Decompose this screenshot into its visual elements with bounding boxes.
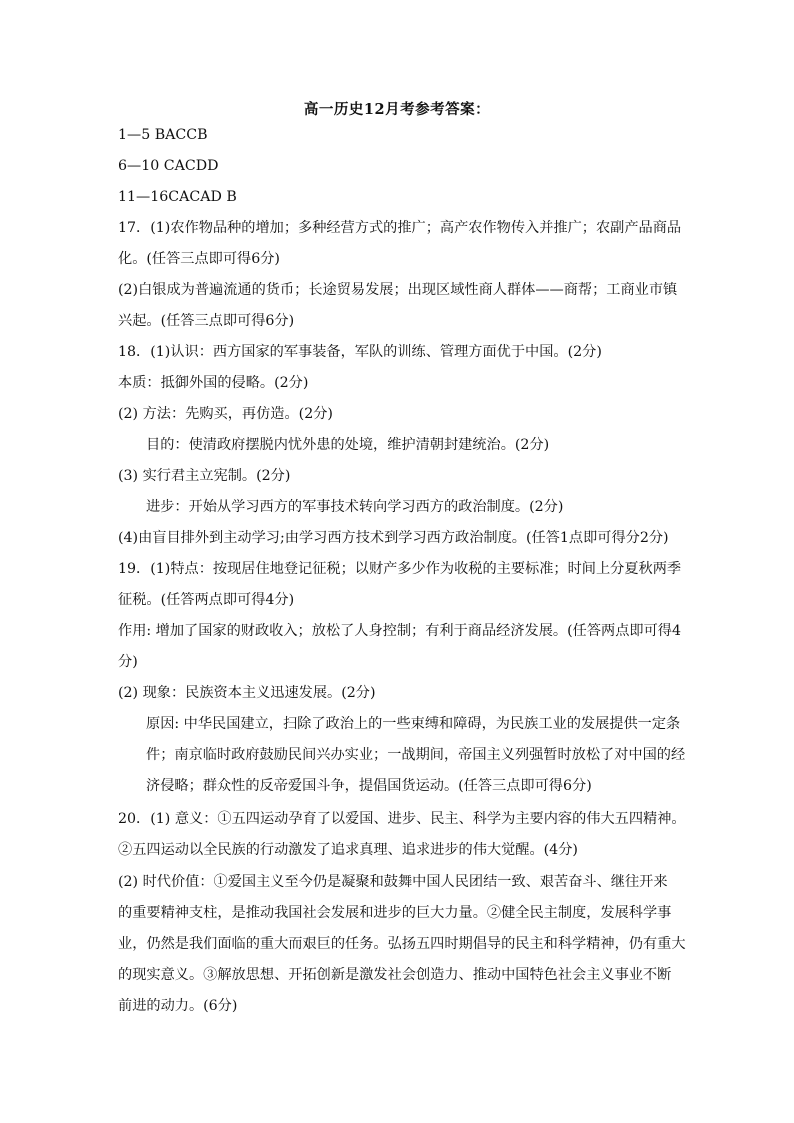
answer-line-q19-1b: 征税。(任答两点即可得4分) (118, 592, 295, 608)
answer-line-q19-1a: 19．(1)特点：按现居住地登记征税；以财产多少作为收税的主要标准；时间上分夏秋两季 (118, 561, 682, 577)
answer-line-q18-3b: 进步：开始从学习西方的军事技术转向学习西方的政治制度。(2分) (146, 499, 564, 515)
answer-line-q17-1a: 17．(1)农作物品种的增加；多种经营方式的推广；高产农作物传入并推广；农副产品商品 (118, 220, 682, 236)
answer-line-q17-2b: 兴起。(任答三点即可得6分) (118, 313, 295, 329)
answer-line-q17-2a: (2)白银成为普遍流通的货币；长途贸易发展；出现区域性商人群体——商帮；工商业市镇 (118, 282, 678, 298)
answer-line-q17-1b: 化。(任答三点即可得6分) (118, 251, 280, 267)
answer-line-q19-2a: (2) 现象：民族资本主义迅速发展。(2分) (118, 685, 376, 701)
page-title: 高一历史12月考参考答案： (303, 101, 491, 118)
answer-line-mc-11-16: 11—16CACAD B (118, 189, 237, 205)
answer-line-q20-1a: 20．(1) 意义：①五四运动孕育了以爱国、进步、民主、科学为主要内容的伟大五四精神。 (118, 811, 686, 827)
answer-line-q20-2e: 前进的动力。(6分) (118, 998, 238, 1014)
answer-line-q20-2a: (2) 时代价值：①爱国主义至今仍是凝聚和鼓舞中国人民团结一致、艰苦奋斗、继往开来 (118, 874, 668, 890)
answer-line-q18-1b: 本质：抵御外国的侵略。(2分) (118, 375, 309, 391)
answer-line-q19-1c: 作用: 增加了国家的财政收入；放松了人身控制；有利于商品经济发展。(任答两点即可得4 (118, 623, 681, 639)
answer-line-q20-1b: ②五四运动以全民族的行动激发了追求真理、追求进步的伟大觉醒。(4分) (118, 842, 578, 858)
answer-line-q18-2a: (2) 方法：先购买，再仿造。(2分) (118, 406, 333, 422)
answer-line-q19-2d: 济侵略；群众性的反帝爱国斗争，提倡国货运动。(任答三点即可得6分) (146, 778, 592, 794)
answer-line-q18-2b: 目的：使清政府摆脱内忧外患的处境，维护清朝封建统治。(2分) (146, 437, 550, 453)
answer-line-q20-2b: 的重要精神支柱，是推动我国社会发展和进步的巨大力量。②健全民主制度，发展科学事 (118, 905, 672, 921)
answer-line-q20-2d: 的现实意义。③解放思想、开拓创新是激发社会创造力、推动中国特色社会主义事业不断 (118, 967, 672, 983)
answer-line-mc-1-5: 1—5 BACCB (118, 127, 208, 143)
answer-line-mc-6-10: 6—10 CACDD (118, 158, 219, 174)
answer-line-q18-4: (4)由盲目排外到主动学习;由学习西方技术到学习西方政治制度。(任答1点即可得分2分) (118, 530, 669, 546)
answer-line-q18-3a: (3) 实行君主立宪制。(2分) (118, 468, 291, 484)
answer-line-q19-2b: 原因: 中华民国建立，扫除了政治上的一些束缚和障碍，为民族工业的发展提供一定条 (146, 716, 681, 732)
answer-line-q19-2c: 件；南京临时政府鼓励民间兴办实业；一战期间，帝国主义列强暂时放松了对中国的经 (146, 747, 686, 763)
answer-line-q19-1d: 分) (118, 654, 138, 670)
answer-line-q20-2c: 业，仍然是我们面临的重大而艰巨的任务。弘扬五四时期倡导的民主和科学精神，仍有重大 (118, 936, 686, 952)
answer-line-q18-1a: 18．(1)认识：西方国家的军事装备，军队的训练、管理方面优于中国。(2分) (118, 344, 602, 360)
